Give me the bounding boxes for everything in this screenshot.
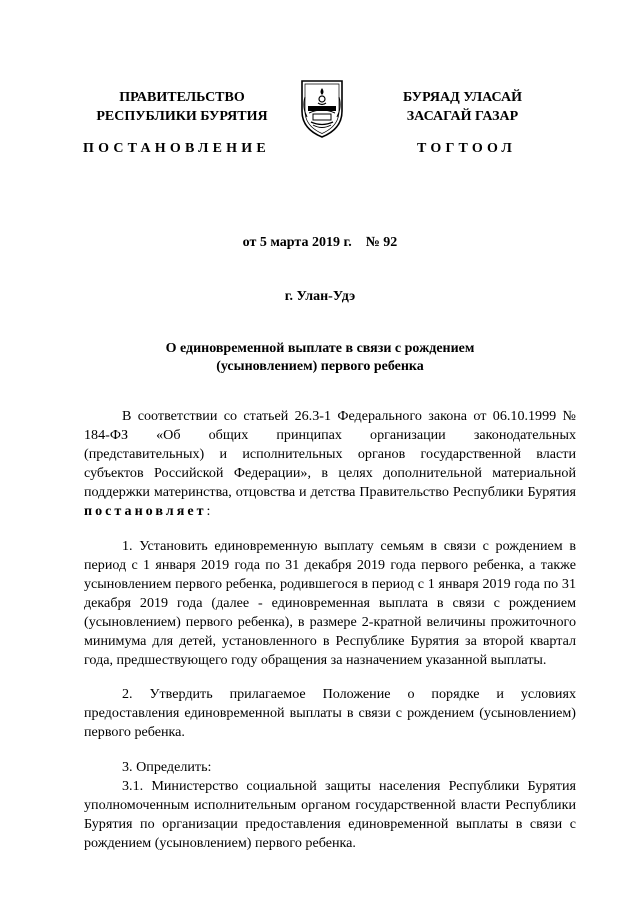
document-body [84, 407, 576, 853]
preamble-paragraph [84, 407, 576, 522]
item-3-1-paragraph: 3.1. Министерство социальной защиты населения Республики Бурятия уполномоченным исполнительным органом государственной власти Республики Бурятия по организации предоставления единовременной выплаты в связи с рождением (усыновлением) первого ребенка. [84, 777, 576, 851]
document-type-russian: ПОСТАНОВЛЕНИЕ [83, 141, 270, 156]
document-title-line2: (усыновлением) первого ребенка [216, 359, 424, 374]
coat-of-arms-icon [299, 77, 345, 139]
item-2-paragraph: 2. Утвердить прилагаемое Положение о порядке и условиях предоставления единовременной выплаты в связи с рождением (усыновлением) первого ребенка. [84, 686, 576, 741]
decree-colon: : [206, 503, 211, 520]
government-name-buryat-line2: ЗАСАГАЙ ГАЗАР [406, 109, 519, 124]
header-left [82, 88, 282, 126]
document-date-number: от 5 марта 2019 г. № 92 [242, 235, 398, 250]
document-title [120, 340, 520, 376]
government-name-line1: ПРАВИТЕЛЬСТВО [119, 90, 245, 105]
document-title-line1: О единовременной выплате в связи с рождением [165, 341, 475, 356]
preamble-text: В соответствии со статьей 26.3-1 Федерального закона от 06.10.1999 № 184-ФЗ «Об общих принципах организации законодательных (представительных) и исполнительных органов государственной власти субъектов Российской Федерации», в целях дополнительной материальной поддержки материнства, отцовства и детства Правительство Республики Бурятия [84, 408, 576, 501]
header-right [360, 88, 565, 126]
item-3-paragraph: 3. Определить: [122, 758, 212, 775]
decree-word: постановляет [84, 503, 207, 520]
document-type-buryat: ТОГТООЛ [417, 141, 517, 156]
government-name-buryat-line1: БУРЯАД УЛАСАЙ [403, 90, 522, 105]
government-name-line2: РЕСПУБЛИКИ БУРЯТИЯ [96, 109, 268, 124]
item-1-paragraph: 1. Установить единовременную выплату семьям в связи с рождением в период с 1 января 2019 года по 31 декабря 2019 года первого ребенка, а также усыновлением первого ребенка, родившегося в период с 1 января 2019 года по 31 декабря 2019 года (далее - единовременная выплата в связи с рождением (усыновлением) первого ребенка), в размере 2-кратной величины прожиточного минимума для детей, установленного в Республике Бурятия за второй квартал года, предшествующего году обращения за назначением указанной выплаты. [84, 537, 576, 669]
document-city: г. Улан-Удэ [284, 289, 356, 304]
